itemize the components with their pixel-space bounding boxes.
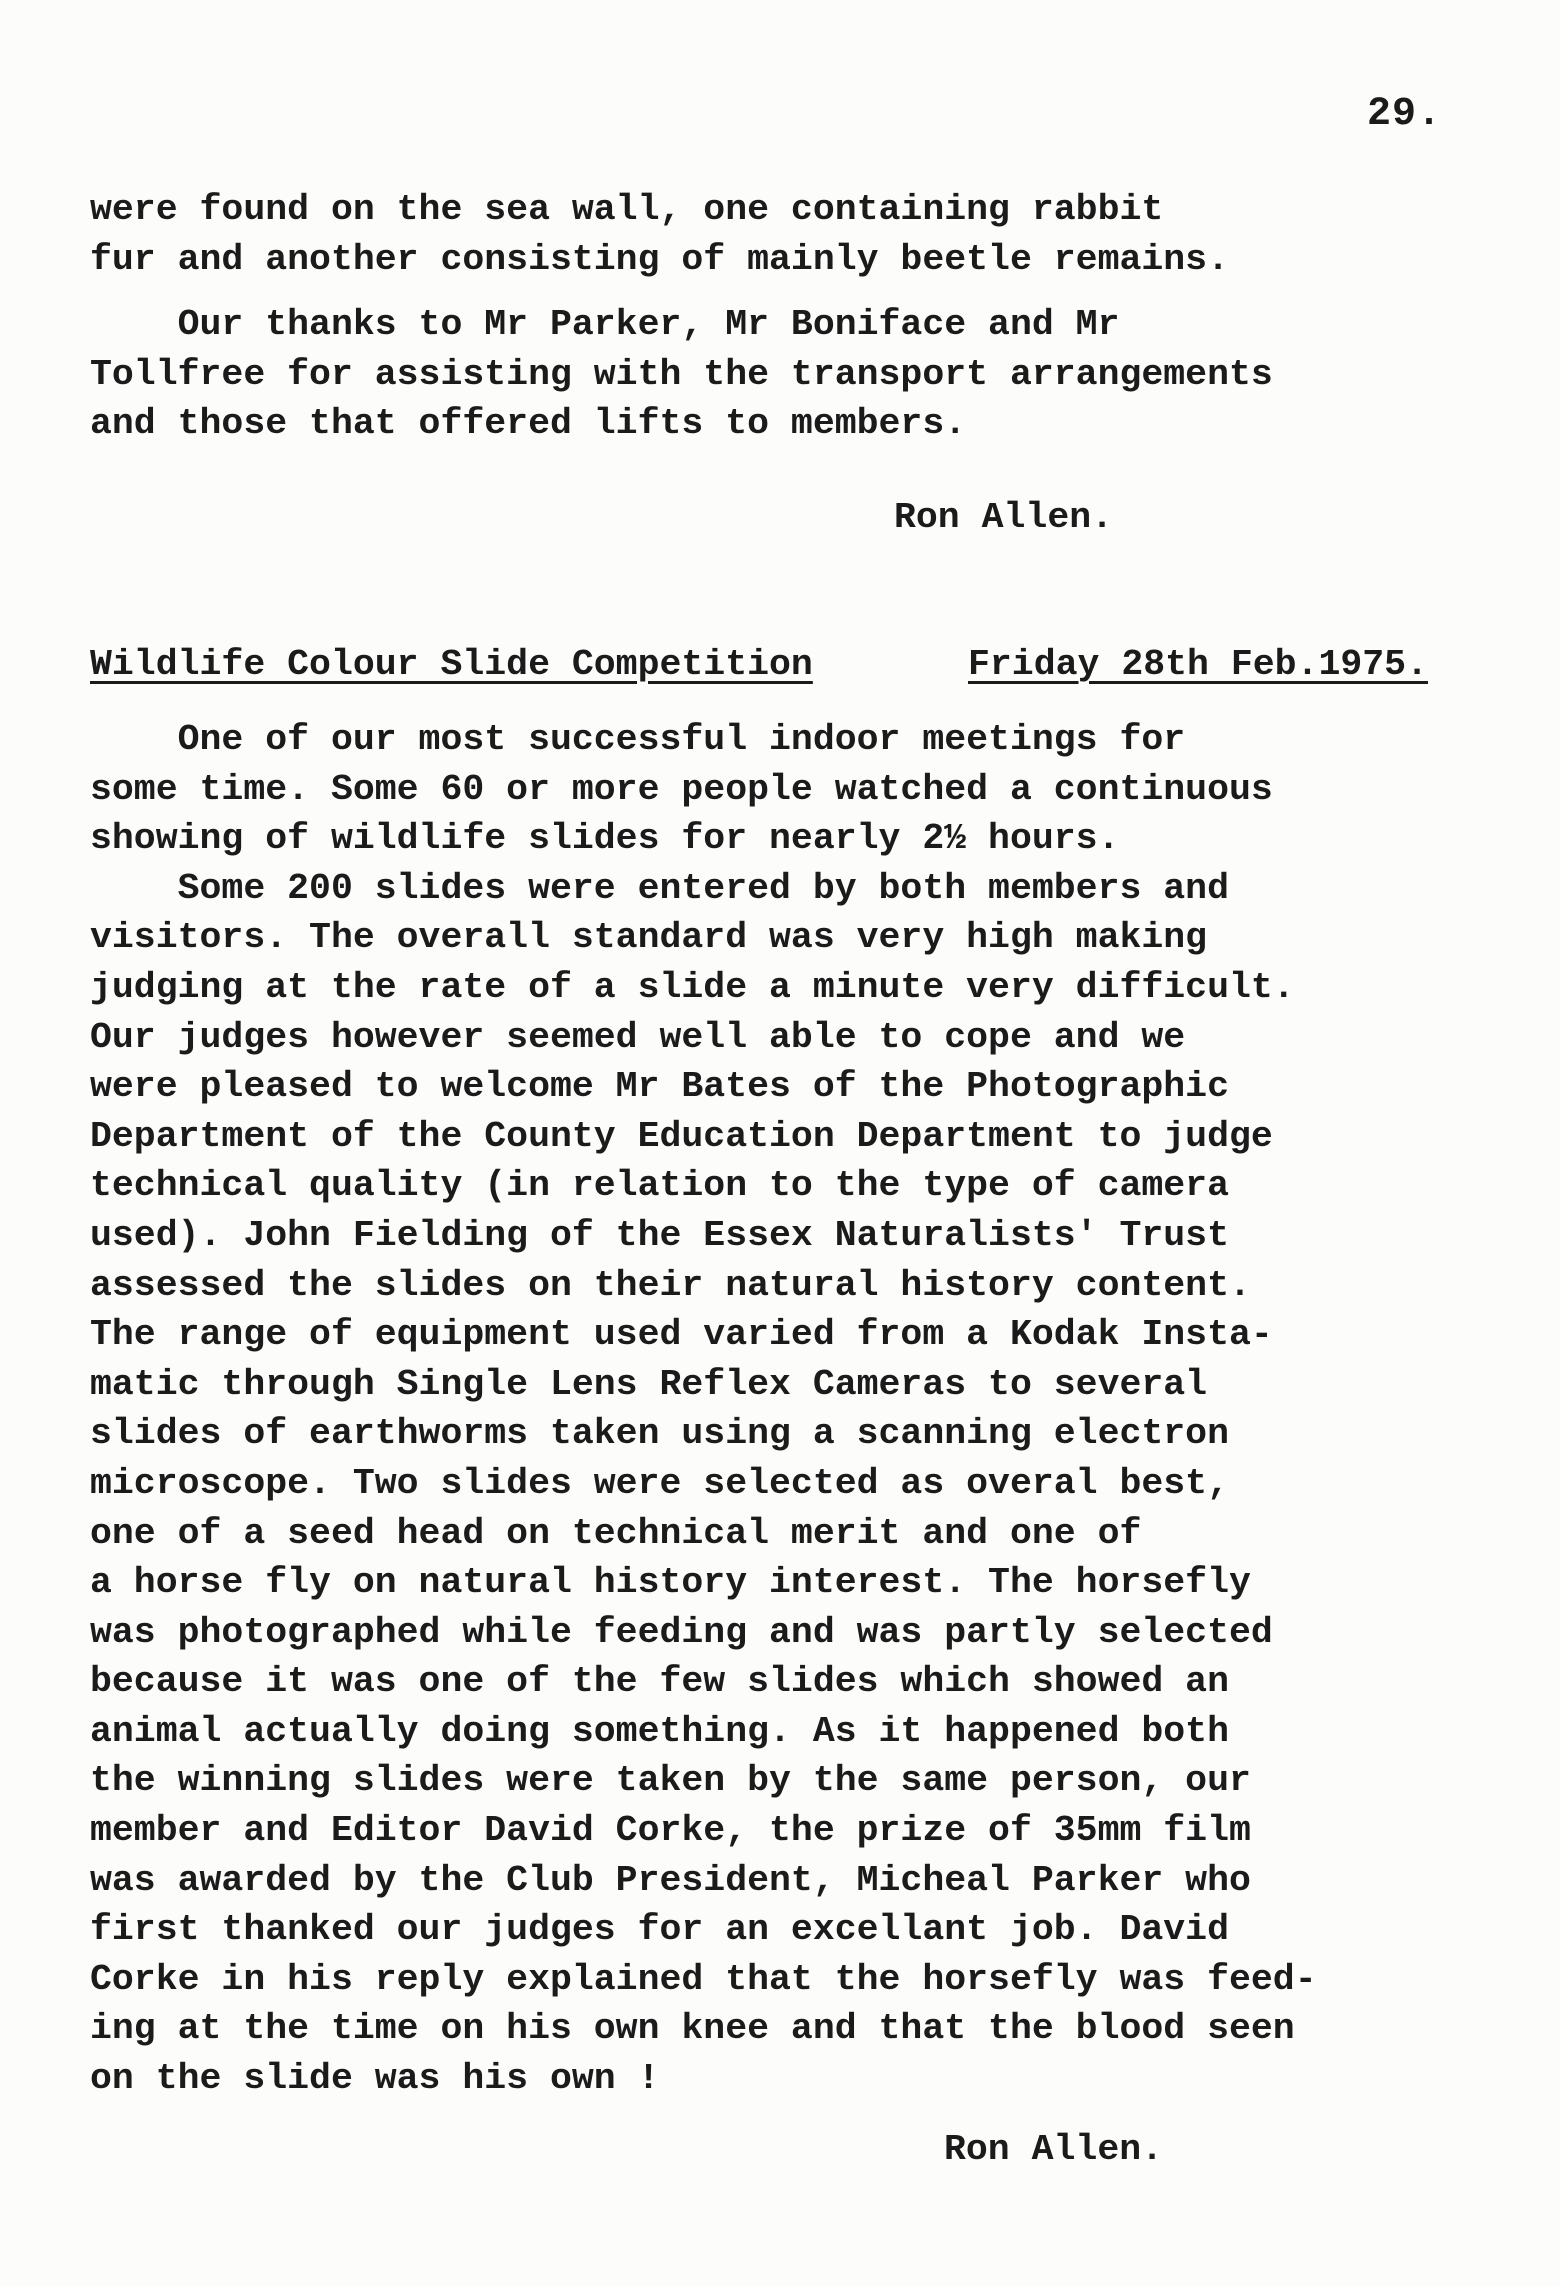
paragraph-slide-competition <box>90 715 1490 2104</box>
text-line: Our judges however seemed well able to cope and we <box>90 1016 1186 1058</box>
section-heading <box>90 640 1490 696</box>
text-line: first thanked our judges for an excellant job. David <box>90 1909 1229 1951</box>
page-number: 29. <box>1366 92 1442 137</box>
text-line: visitors. The overall standard was very high making <box>90 917 1208 959</box>
heading-date: Friday 28th Feb.1975. <box>968 644 1428 685</box>
text-line: member and Editor David Corke, the prize of 35mm film <box>90 1810 1251 1852</box>
text-line: were found on the sea wall, one containing rabbit <box>90 189 1164 230</box>
text-line: slides of earthworms taken using a scanning electron <box>90 1413 1229 1455</box>
text-line: fur and another consisting of mainly beetle remains. <box>90 238 1229 280</box>
text-line: showing of wildlife slides for nearly 2½ hours. <box>90 818 1120 860</box>
text-line: some time. Some 60 or more people watched a continuous <box>90 768 1273 810</box>
text-line: were pleased to welcome Mr Bates of the Photographic <box>90 1066 1229 1108</box>
text-line: One of our most successful indoor meetings for <box>90 719 1186 760</box>
text-line: on the slide was his own ! <box>90 2058 660 2100</box>
text-line: Department of the County Education Department to judge <box>90 1115 1273 1157</box>
text-line: Some 200 slides were entered by both members and <box>90 867 1229 909</box>
paragraph-gap <box>90 284 1490 300</box>
text-line: and those that offered lifts to members. <box>90 403 967 445</box>
signature-ron-allen-1: Ron Allen. <box>894 497 1114 538</box>
paragraph-sea-wall-and-thanks <box>90 185 1490 449</box>
text-line: was photographed while feeding and was partly selected <box>90 1611 1273 1653</box>
text-line: assessed the slides on their natural history content. <box>90 1264 1251 1306</box>
text-line: The range of equipment used varied from a Kodak Insta- <box>90 1314 1273 1356</box>
text-line: technical quality (in relation to the type of camera <box>90 1165 1229 1207</box>
text-line: used). John Fielding of the Essex Naturalists' Trust <box>90 1214 1229 1256</box>
text-line: the winning slides were taken by the same person, our <box>90 1760 1251 1802</box>
text-line: Our thanks to Mr Parker, Mr Boniface and Mr <box>90 304 1120 346</box>
text-line: judging at the rate of a slide a minute very difficult. <box>90 966 1295 1008</box>
signature-ron-allen-2: Ron Allen. <box>944 2129 1164 2170</box>
text-line: Corke in his reply explained that the horsefly was feed- <box>90 1958 1317 2000</box>
heading-title: Wildlife Colour Slide Competition <box>90 644 813 685</box>
text-line: was awarded by the Club President, Micheal Parker who <box>90 1859 1251 1901</box>
text-line: because it was one of the few slides which showed an <box>90 1661 1229 1703</box>
text-line: ing at the time on his own knee and that the blood seen <box>90 2008 1295 2050</box>
text-line: Tollfree for assisting with the transport arrangements <box>90 353 1273 395</box>
text-line: matic through Single Lens Reflex Cameras to several <box>90 1363 1208 1405</box>
text-line: animal actually doing something. As it happened both <box>90 1710 1229 1752</box>
text-line: microscope. Two slides were selected as overal best, <box>90 1462 1229 1504</box>
text-line: a horse fly on natural history interest. The horsefly <box>90 1562 1251 1604</box>
text-line: one of a seed head on technical merit and one of <box>90 1512 1142 1554</box>
